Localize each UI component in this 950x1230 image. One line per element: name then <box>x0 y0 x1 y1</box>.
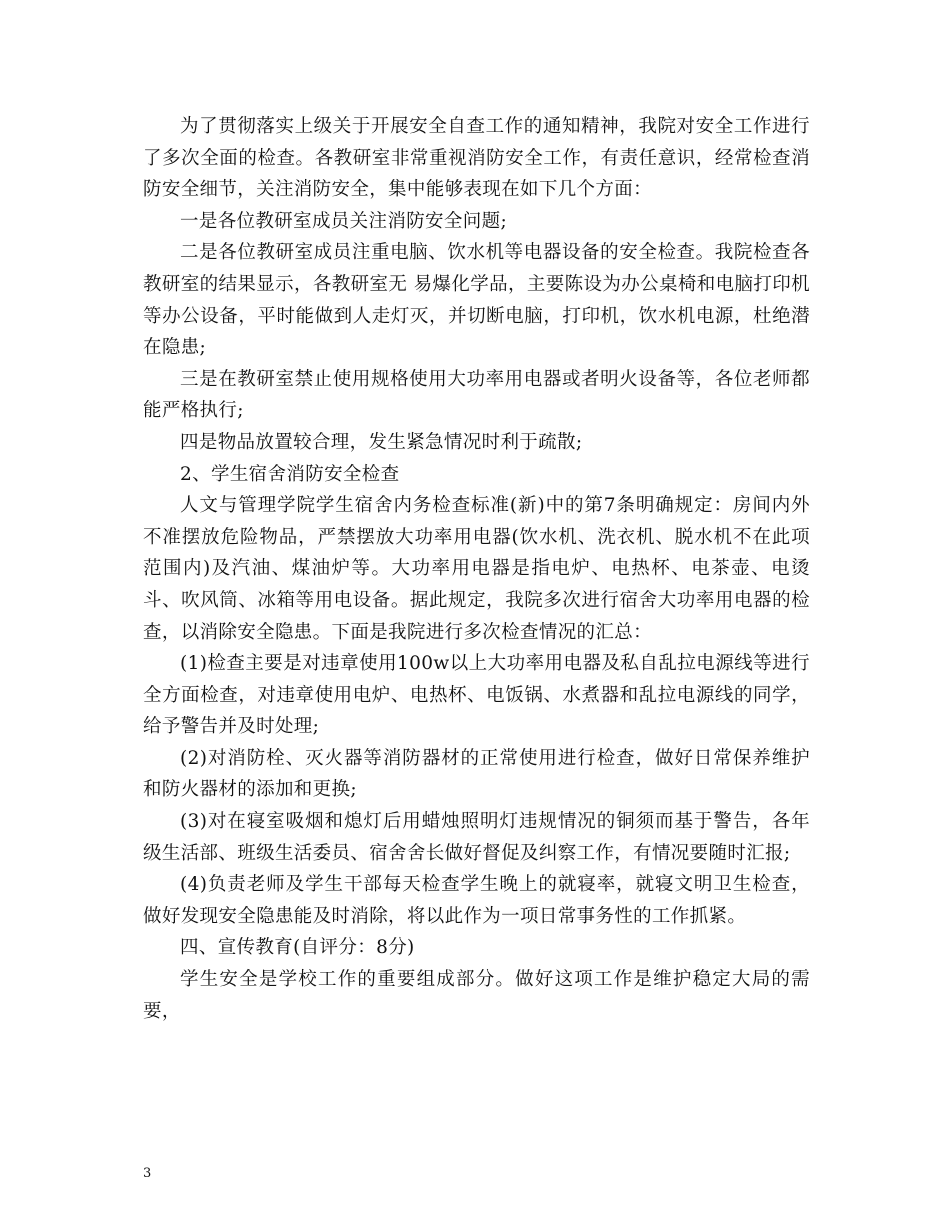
paragraph-item-4: 四是物品放置较合理，发生紧急情况时利于疏散; <box>180 431 583 453</box>
paragraph-check-3: (3)对在寝室吸烟和熄灯后用蜡烛照明灯违规情况的铜须而基于警告，各年级生活部、班级生活委员、宿舍舍长做好督促及纠察工作，有情况要随时汇报; <box>143 811 810 864</box>
paragraph-intro: 为了贯彻落实上级关于开展安全自查工作的通知精神，我院对安全工作进行了多次全面的检查。各教研室非常重视消防安全工作，有责任意识，经常检查消防安全细节，关注消防安全，集中能够表现在如下几个方面： <box>143 116 810 201</box>
paragraph-check-1: (1)检查主要是对违章使用100w以上大功率用电器及私自乱拉电源线等进行全方面检查，对违章使用电炉、电热杯、电饭锅、水煮器和乱拉电源线的同学，给予警告并及时处理; <box>143 653 810 738</box>
paragraph-item-1: 一是各位教研室成员关注消防安全问题; <box>180 210 508 232</box>
document-body <box>143 111 810 1027</box>
section-heading-dormitory: 2、学生宿舍消防安全检查 <box>180 463 400 485</box>
paragraph-check-2: (2)对消防栓、灭火器等消防器材的正常使用进行检查，做好日常保养维护和防火器材的添加和更换; <box>143 747 810 801</box>
paragraph-item-2: 二是各位教研室成员注重电脑、饮水机等电器设备的安全检查。我院检查各教研室的结果显示，各教研室无 易爆化学品，主要陈设为办公桌椅和电脑打印机等办公设备，平时能做到人走灯灭，并切断电脑，打印机，饮水机电源，杜绝潜在隐患; <box>143 242 810 359</box>
paragraph-check-4: (4)负责老师及学生干部每天检查学生晚上的就寝率，就寝文明卫生检查，做好发现安全隐患能及时消除，将以此作为一项日常事务性的工作抓紧。 <box>143 874 810 927</box>
paragraph-dormitory-rules: 人文与管理学院学生宿舍内务检查标准(新)中的第7条明确规定：房间内外不准摆放危险物品，严禁摆放大功率用电器(饮水机、洗衣机、脱水机不在此项范围内)及汽油、煤油炉等。大功率用电器是指电炉、电热杯、电茶壶、电烫斗、吹风筒、冰箱等用电设备。据此规定，我院多次进行宿舍大功率用电器的检查，以消除安全隐患。下面是我院进行多次检查情况的汇总： <box>143 495 810 643</box>
section-heading-education: 四、宣传教育(自评分：8分) <box>180 937 415 959</box>
paragraph-item-3: 三是在教研室禁止使用规格使用大功率用电器或者明火设备等，各位老师都能严格执行; <box>143 368 810 422</box>
page-number: 3 <box>143 1166 152 1181</box>
paragraph-education: 学生安全是学校工作的重要组成部分。做好这项工作是维护稳定大局的需要， <box>143 969 810 1022</box>
